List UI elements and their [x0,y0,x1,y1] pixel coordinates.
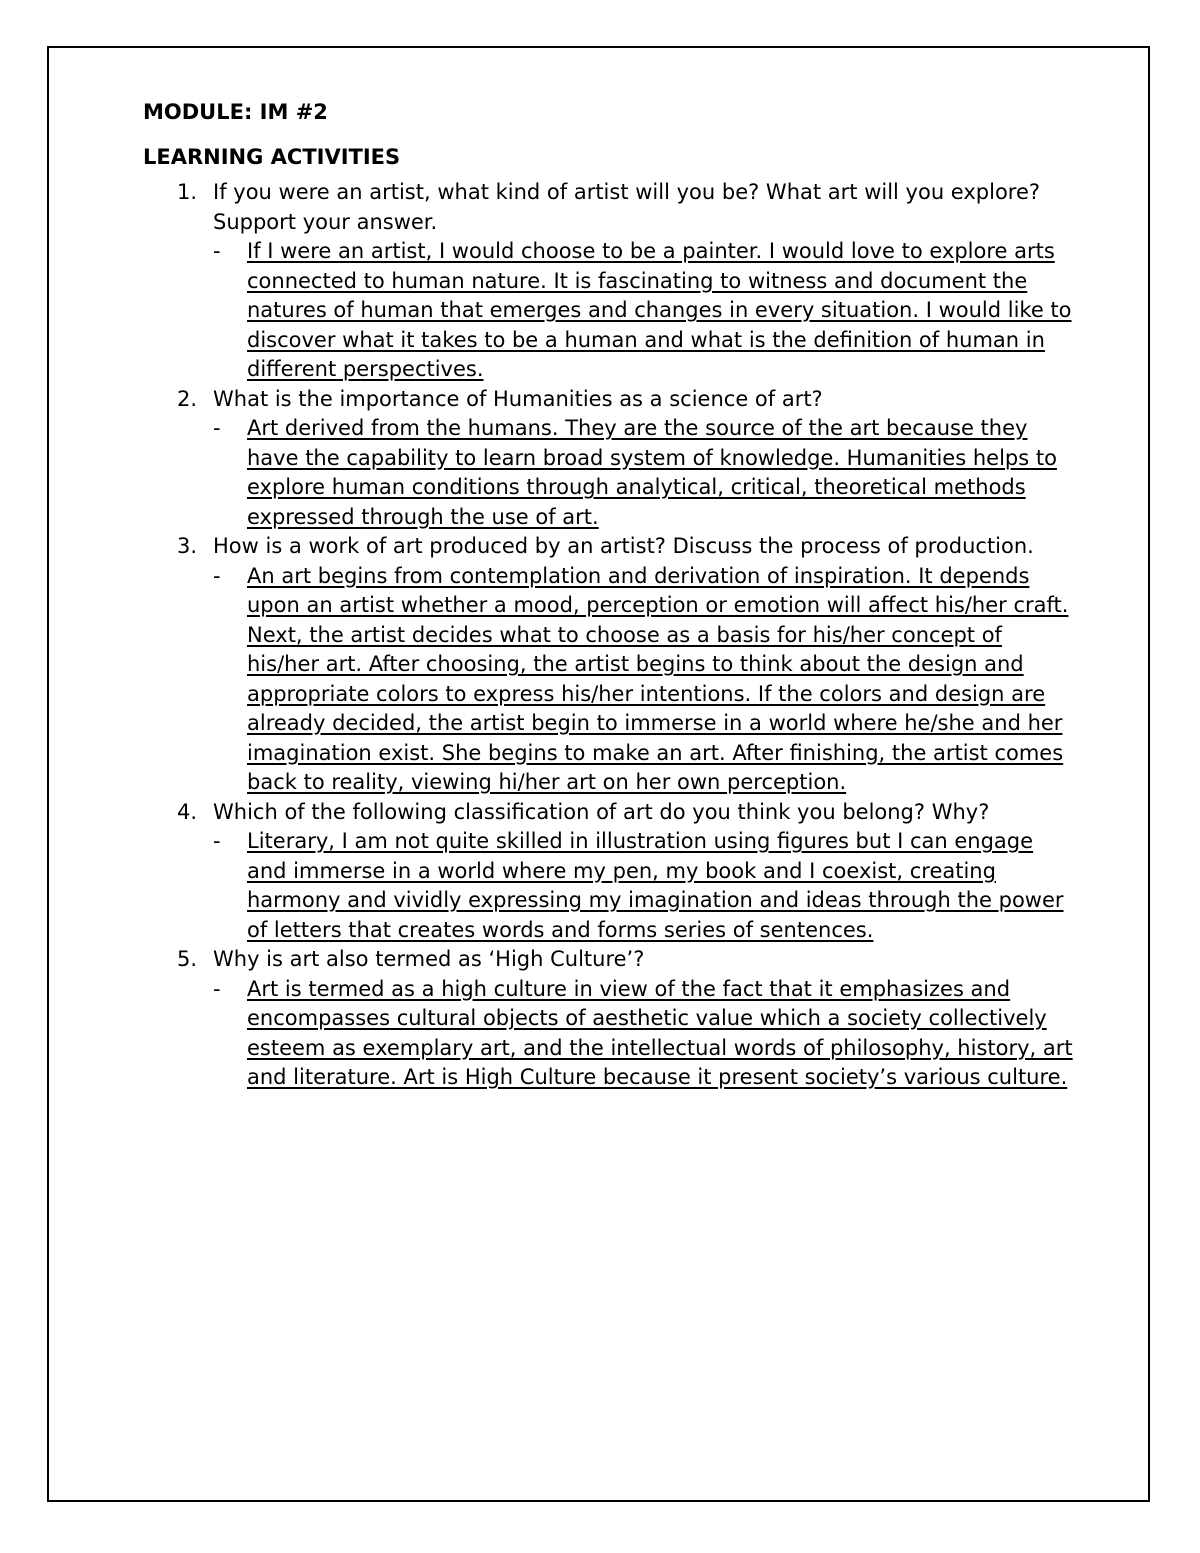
question-item-4 [143,798,1073,946]
question-item-1 [143,178,1073,385]
question-number: 5. [177,947,198,971]
answer-item [213,975,1073,1093]
answer-text: Art derived from the humans. They are the source of the art because they have the capability to learn broad system of knowledge. Humanities helps to explore human conditions through analytical, critical, theoretical methods expressed through the use of art. [247,416,1057,529]
answer-text: If I were an artist, I would choose to be a painter. I would love to explore arts connected to human nature. It is fascinating to witness and document the natures of human that emerges and changes in every situation. I would like to discover what it takes to be a human and what is the definition of human in different perspectives. [247,239,1072,381]
answer-item [213,827,1073,945]
question-text: Why is art also termed as ‘High Culture’? [213,947,645,971]
question-text: Which of the following classification of art do you think you belong? Why? [213,799,990,824]
answer-item [213,237,1073,385]
question-text: If you were an artist, what kind of artist will you be? What art will you explore? Support your answer. [213,180,1041,234]
question-item-5 [143,945,1073,1093]
answer-dash: - [213,239,221,263]
question-item-2 [143,385,1073,533]
answer-dash: - [213,563,221,588]
answer-dash: - [213,976,221,1001]
answer-text: Art is termed as a high culture in view of the fact that it emphasizes and encompasses cultural objects of aesthetic value which a society collectively esteem as exemplary art, and the intellectual words of philosophy, history, art and literature. Art is High Culture because it present society’s various culture. [247,976,1073,1089]
answer-dash: - [213,416,221,440]
question-item-3 [143,532,1073,798]
section-title: LEARNING ACTIVITIES [143,145,401,169]
question-number: 4. [177,799,198,824]
question-text: How is a work of art produced by an artist? Discuss the process of production. [213,534,1034,558]
answer-item [213,414,1073,532]
module-title: MODULE: IM #2 [143,100,328,124]
answer-item [213,562,1073,798]
question-number: 2. [177,386,198,411]
answer-text: Literary, I am not quite skilled in illustration using figures but I can engage and immerse in a world where my pen, my book and I coexist, creating harmony and vividly expressing my imagination and ideas through the power of letters that creates words and forms series of sentences. [247,829,1064,942]
question-number: 3. [177,534,198,558]
question-list [143,178,1073,1093]
answer-text: An art begins from contemplation and derivation of inspiration. It depends upon an artist whether a mood, perception or emotion will affect his/her craft. Next, the artist decides what to choose as a basis for his/her concept of his/her art. After choosing, the artist begins to think about the design and appropriate colors to express his/her intentions. If the colors and design are already decided, the artist begin to immerse in a world where he/she and her imagination exist. She begins to make an art. After finishing, the artist comes back to reality, viewing hi/her art on her own perception. [247,563,1069,794]
question-text: What is the importance of Humanities as a science of art? [213,386,823,411]
document-body [143,98,1073,1093]
question-number: 1. [177,180,198,204]
answer-dash: - [213,829,221,853]
